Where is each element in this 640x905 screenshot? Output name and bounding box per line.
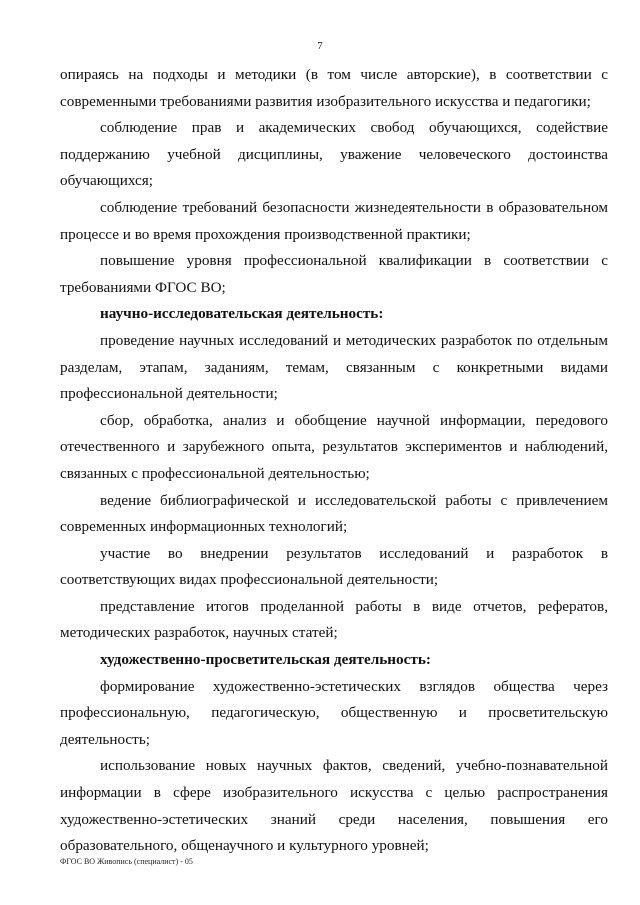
list-item-information-analysis: сбор, обработка, анализ и обобщение научной информации, передового отечественного и зарубежного опыта, результатов экспериментов и наблюдений, связанных с профессиональной деятельностью;	[60, 411, 608, 482]
section-heading-education: художественно-просветительская деятельность:	[100, 651, 431, 669]
list-item-qualification: повышение уровня профессиональной квалификации в соответствии с требованиями ФГОС ВО;	[60, 252, 608, 296]
paragraph-continuation: опираясь на подходы и методики (в том числе авторские), в соответствии с современными требованиями развития изобразительного искусства и педагогики;	[60, 66, 608, 110]
page-body	[60, 62, 608, 860]
page-footer: ФГОС ВО Живопись (специалист) - 05	[60, 857, 193, 866]
list-item-safety: соблюдение требований безопасности жизнедеятельности в образовательном процессе и во время прохождения производственной практики;	[60, 198, 608, 243]
section-heading-research: научно-исследовательская деятельность:	[100, 305, 384, 323]
list-item-reports: представление итогов проделанной работы в виде отчетов, рефератов, методических разработок, научных статей;	[60, 597, 608, 642]
list-item-aesthetic-views: формирование художественно-эстетических взглядов общества через профессиональную, педагогическую, общественную и просветительскую деятельность;	[60, 677, 608, 748]
list-item-rights: соблюдение прав и академических свобод обучающихся, содействие поддержанию учебной дисциплины, уважение человеческого достоинства обучающихся;	[60, 119, 608, 190]
list-item-implementation: участие во внедрении результатов исследований и разработок в соответствующих видах профессиональной деятельности;	[60, 544, 608, 589]
list-item-bibliographic-work: ведение библиографической и исследовательской работы с привлечением современных информационных технологий;	[60, 491, 608, 536]
list-item-research-conduct: проведение научных исследований и методических разработок по отдельным разделам, этапам, заданиям, темам, связанным с конкретными видами профессиональной деятельности;	[60, 331, 608, 403]
list-item-new-facts: использование новых научных фактов, сведений, учебно-познавательной информации в сфере изобразительного искусства с целью распространения художественно-эстетических знаний среди населения, повышения его образовательного, общенаучного и культурного уровней;	[60, 757, 608, 855]
page-number: 7	[317, 40, 323, 52]
